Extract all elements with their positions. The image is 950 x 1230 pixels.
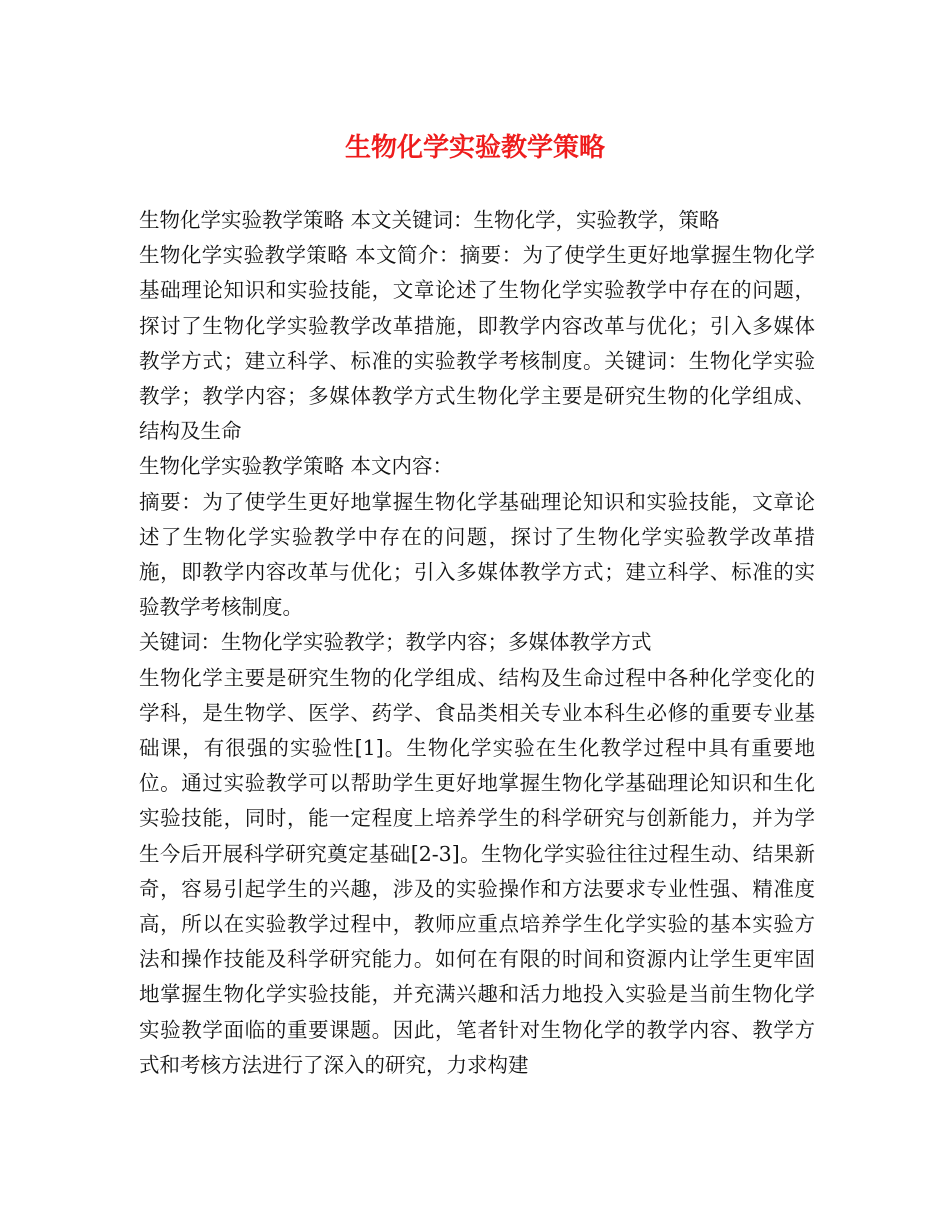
keywords-line: 生物化学实验教学策略 本文关键词：生物化学，实验教学，策略 [139, 208, 720, 232]
keywords-paragraph: 关键词：生物化学实验教学；教学内容；多媒体教学方式 [139, 630, 652, 655]
content-heading: 生物化学实验教学策略 本文内容： [139, 454, 454, 479]
abstract-paragraph: 摘要：为了使学生更好地掌握生物化学基础理论知识和实验技能，文章论述了生物化学实验教学中存在的问题，探讨了生物化学实验教学改革措施，即教学内容改革与优化；引入多媒体教学方式；建立科学、标准的实验教学考核制度。 [139, 489, 815, 620]
document-body [139, 203, 815, 1083]
document-title: 生物化学实验教学策略 [344, 133, 605, 163]
summary-paragraph: 生物化学实验教学策略 本文简介：摘要：为了使学生更好地掌握生物化学基础理论知识和实验技能，文章论述了生物化学实验教学中存在的问题，探讨了生物化学实验教学改革措施，即教学内容改革与优化；引入多媒体教学方式；建立科学、标准的实验教学考核制度。关键词：生物化学实验教学；教学内容；多媒体教学方式生物化学主要是研究生物的化学组成、结构及生命 [139, 243, 815, 444]
main-body-paragraph: 生物化学主要是研究生物的化学组成、结构及生命过程中各种化学变化的学科，是生物学、医学、药学、食品类相关专业本科生必修的重要专业基础课，有很强的实验性[1]。生物化学实验在生化教学过程中具有重要地位。通过实验教学可以帮助学生更好地掌握生物化学基础理论知识和生化实验技能，同时，能一定程度上培养学生的科学研究与创新能力，并为学生今后开展科学研究奠定基础[2-3]。生物化学实验往往过程生动、结果新奇，容易引起学生的兴趣，涉及的实验操作和方法要求专业性强、精准度高，所以在实验教学过程中，教师应重点培养学生化学实验的基本实验方法和操作技能及科学研究能力。如何在有限的时间和资源内让学生更牢固地掌握生物化学实验技能，并充满兴趣和活力地投入实验是当前生物化学实验教学面临的重要课题。因此，笔者针对生物化学的教学内容、教学方式和考核方法进行了深入的研究，力求构建 [139, 665, 815, 1077]
